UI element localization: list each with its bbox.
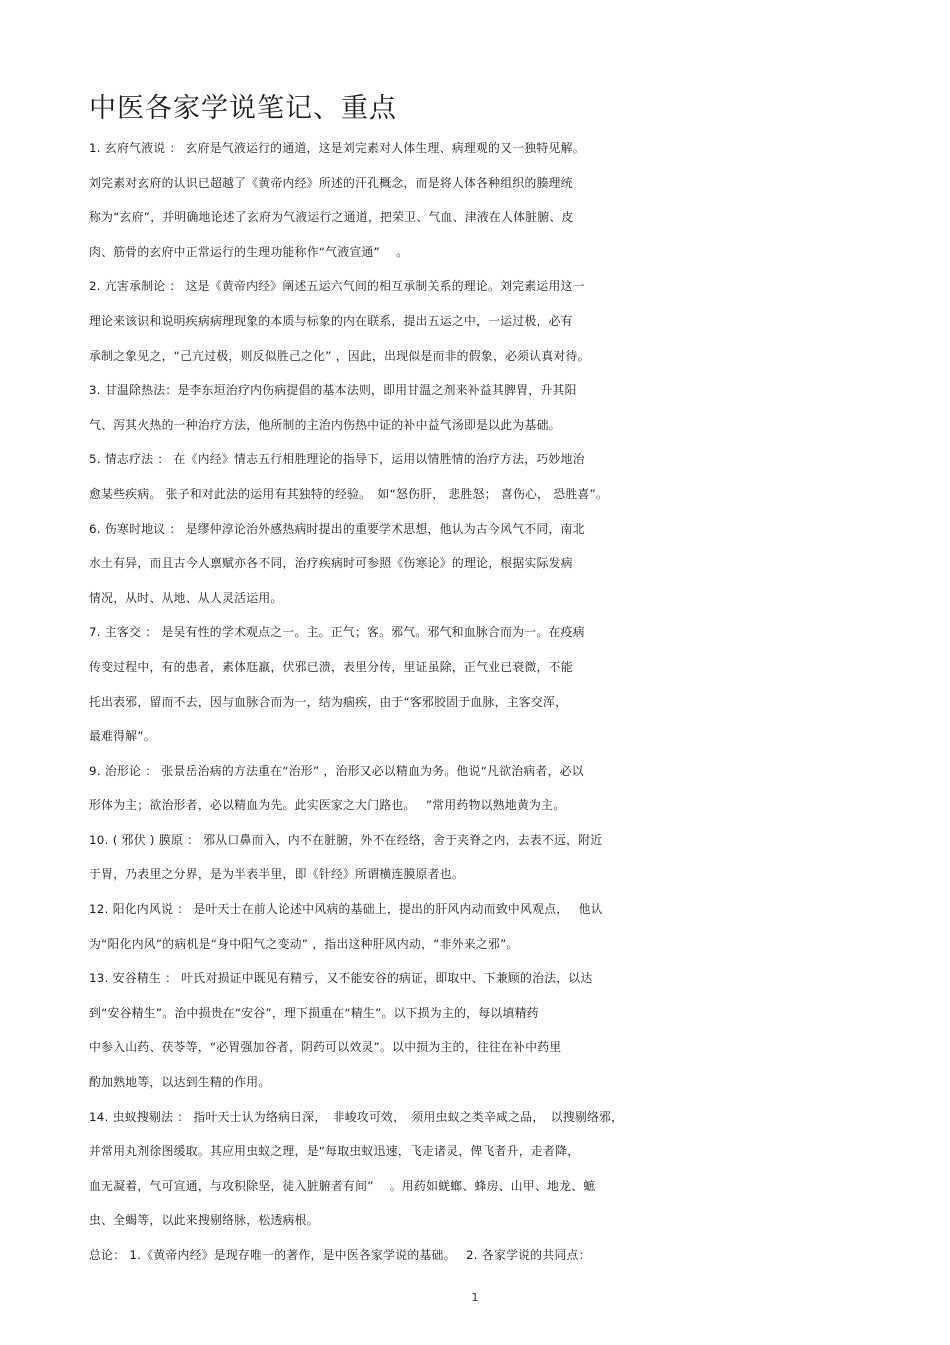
text-line: 承制之象见之，“己亢过极，则反似胜己之化” ，因此，出现似是而非的假象，必须认真对待。	[89, 348, 590, 363]
text-line: 刘完素对玄府的认识已超越了《黄帝内经》所述的汗孔概念，而是将人体各种组织的腠理统	[89, 175, 573, 190]
text-line: 3. 甘温除热法：是李东垣治疗内伤病提倡的基本法则，即用甘温之剂来补益其脾胃，升其阳	[89, 383, 577, 398]
text-line: 14. 虫蚁搜剔法 ： 指叶天士认为络病日深， 非峻攻可效， 须用虫蚁之类辛咸之品， 以搜剔络邪，	[89, 1109, 624, 1124]
text-line: 酌加熟地等，以达到生精的作用。	[89, 1075, 271, 1090]
text-line: 称为“玄府”，并明确地论述了玄府为气液运行之通道，把荣卫、气血、津液在人体脏腑、皮	[89, 210, 574, 225]
text-line: 最难得解”。	[89, 729, 156, 744]
page-number: 1	[471, 1291, 479, 1304]
text-line: 托出表邪，留而不去，因与血脉合而为一，结为痼疾，由于“客邪胶固于血脉，主客交浑，	[89, 694, 568, 709]
text-line: 虫、全蝎等，以此来搜剔络脉，松透病根。	[89, 1213, 319, 1228]
text-line: 中参入山药、茯苓等，“必胃强加谷者，阴药可以效灵”。以中损为主的，往往在补中药里	[89, 1040, 562, 1055]
text-line: 到“安谷精生”。治中损贵在“安谷”，理下损重在“精生”。以下损为主的，每以填精药	[89, 1005, 539, 1020]
text-line: 2. 亢害承制论 ： 这是《黄帝内经》阐述五运六气间的相互承制关系的理论。刘完素运用这一	[89, 279, 585, 294]
document-body	[89, 131, 879, 1273]
text-line: 13. 安谷精生 ： 叶氏对损证中既见有精亏，又不能安谷的病证，即取中、下兼顾的治法，以达	[89, 971, 593, 986]
text-line: 于胃，乃表里之分界，是为半表半里，即《针经》所谓横连膜原者也。	[89, 867, 465, 882]
text-line: 水土有异，而且古今人禀赋亦各不同，治疗疾病时可参照《伤寒论》的理论，根据实际发病	[89, 556, 573, 571]
document-title: 中医各家学说笔记、重点	[89, 93, 397, 124]
text-line: 总论： 1.《黄帝内经》是现存唯一的著作，是中医各家学说的基础。 2. 各家学说的共同点：	[89, 1248, 591, 1262]
text-line: 形体为主；欲治形者，必以精血为先。此实医家之大门路也。 ”常用药物以熟地黄为主。	[89, 798, 566, 813]
text-line: 5. 情志疗法 ： 在《内经》情志五行相胜理论的指导下，运用以情胜情的治疗方法，巧妙地治	[89, 452, 585, 467]
text-line: 愈某些疾病。 张子和对此法的运用有其独特的经验。 如“怒伤肝， 悲胜怒； 喜伤心， 恐胜喜”。	[89, 486, 609, 501]
text-line: 理论来该识和说明疾病病理现象的本质与标象的内在联系，提出五运之中，一运过极，必有	[89, 313, 573, 328]
text-line: 气、泻其火热的一种治疗方法，他所制的主治内伤热中证的补中益气汤即是以此为基础。	[89, 417, 561, 432]
text-line: 10. ( 邪伏 ) 膜原 ： 邪从口鼻而入，内不在脏腑，外不在经络，舍于夹脊之内，去表不远，附近	[89, 832, 603, 847]
text-line: 血无凝着，气可宣通，与攻积除坚，徒入脏腑者有间” 。用药如蜣螂、蜂房、山甲、地龙、蟅	[89, 1178, 596, 1193]
text-line: 12. 阳化内风说 ： 是叶天士在前人论述中风病的基础上，提出的肝风内动而致中风观点， 他认	[89, 902, 603, 917]
text-line: 传变过程中，有的患者，素体尫羸，伏邪已溃，表里分传，里证虽除，正气业已衰微，不能	[89, 659, 573, 674]
text-line: 肉、筋骨的玄府中正常运行的生理功能称作“气液宣通” 。	[89, 244, 409, 259]
text-line: 9. 治形论 ： 张景岳治病的方法重在“治形” ，治形又必以精血为务。他说“凡欲治病者，必以	[89, 763, 584, 778]
text-line: 情况，从时、从地、从人灵活运用。	[89, 590, 283, 605]
text-line: 1. 玄府气液说 ： 玄府是气液运行的通道，这是刘完素对人体生理、病理观的又一独特见解。	[89, 141, 585, 155]
text-line: 7. 主客交 ： 是吴有性的学术观点之一。主。正气；客。邪气。邪气和血脉合而为一。在疫病	[89, 625, 585, 640]
text-line: 并常用丸剂徐图缓取。其应用虫蚁之理，是“每取虫蚁迅速，飞走诸灵，俾飞者升，走者降，	[89, 1144, 580, 1159]
text-line: 6. 伤寒时地议 ： 是缪仲淳论治外感热病时提出的重要学术思想，他认为古今风气不同，南北	[89, 521, 585, 536]
text-line: 为“阳化内风”的病机是“身中阳气之变动” ，指出这种肝风内动，“非外来之邪”。	[89, 936, 519, 951]
